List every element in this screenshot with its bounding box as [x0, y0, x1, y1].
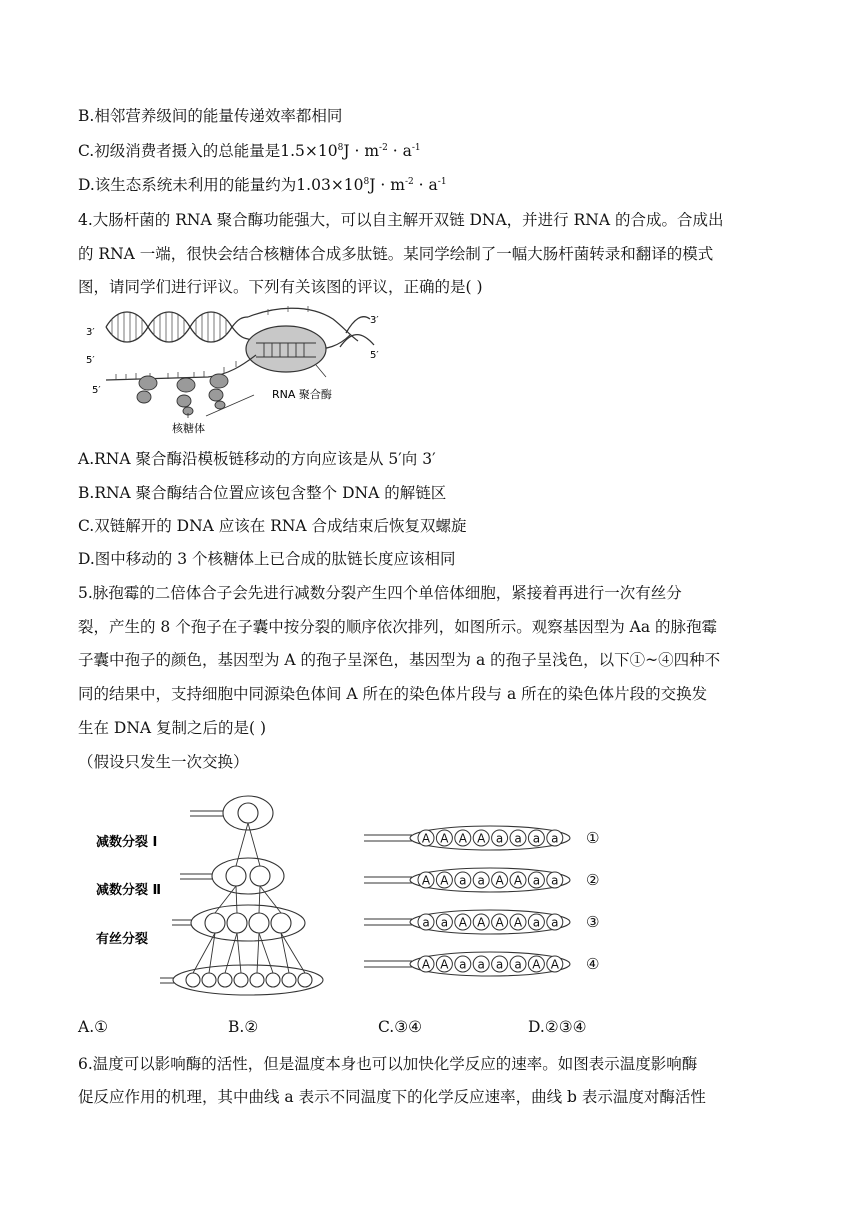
spore-label: A	[532, 957, 541, 972]
transcription-translation-figure	[78, 305, 398, 435]
q5-stem-line-1: 5.脉孢霉的二倍体合子会先进行减数分裂产生四个单倍体细胞，紧接着再进行一次有丝分	[78, 584, 682, 602]
spore-label: a	[495, 957, 504, 972]
spore-label: A	[477, 915, 486, 930]
spore-label: A	[421, 957, 431, 972]
ascus-number: ①	[586, 829, 600, 847]
spore-label: A	[440, 831, 449, 846]
ascus	[364, 826, 599, 850]
label-5prime-mrna: 5′	[92, 385, 101, 396]
spore-label: a	[514, 831, 522, 846]
spore-label: a	[477, 957, 485, 972]
rna-polymerase-label: RNA 聚合酶	[272, 388, 332, 401]
q3-option-b: B.相邻营养级间的能量传递效率都相同	[78, 107, 343, 125]
dna-strand-b	[106, 312, 248, 342]
ribosome-icon	[137, 374, 228, 415]
spore-label: a	[532, 915, 541, 930]
spore-label: A	[458, 831, 467, 846]
spore-label: a	[551, 915, 559, 930]
spore-label: a	[440, 915, 449, 930]
q5-option-b: B.②	[228, 1018, 259, 1036]
q5-stem-line-5: 生在 DNA 复制之后的是( )	[78, 719, 267, 737]
label-5prime: 5′	[86, 355, 95, 366]
q4-stem-line-1: 4.大肠杆菌的 RNA 聚合酶功能强大，可以自主解开双链 DNA，并进行 RNA 的合成。合成出	[78, 211, 724, 229]
spore-label: A	[421, 873, 431, 888]
asci-figure	[360, 812, 610, 982]
q6-stem-line-2: 促反应作用的机理，其中曲线 a 表示不同温度下的化学反应速率，曲线 b 表示温度对酶活性	[78, 1088, 706, 1106]
ascus-number: ④	[586, 955, 600, 973]
dna-right-strand-a	[346, 317, 370, 333]
q5-note: （假设只发生一次交换）	[78, 753, 249, 771]
q5-option-c: C.③④	[378, 1018, 423, 1036]
spore-label: A	[477, 831, 486, 846]
spore-label: a	[532, 873, 541, 888]
mrna-strand	[106, 355, 256, 380]
q5-stem-line-4: 同的结果中，支持细胞中同源染色体间 A 所在的染色体片段与 a 所在的染色体片段的交换发	[78, 685, 708, 703]
ascus-number: ②	[586, 871, 600, 889]
label-3prime: 3′	[86, 327, 95, 338]
meiosis-figure	[90, 790, 340, 1000]
spore-label: A	[495, 915, 504, 930]
ribosome-label: 核糖体	[172, 422, 205, 435]
stage-mitosis-label: 有丝分裂	[96, 932, 149, 947]
q3-option-c: C.初级消费者摄入的总能量是$1.5\times 10^8J \cdot m^{-2} \cdot a^{-1}$	[78, 142, 421, 160]
q5-option-a: A.①	[78, 1018, 109, 1036]
spore-label: a	[477, 873, 485, 888]
q4-option-c: C.双链解开的 DNA 应该在 RNA 合成结束后恢复双螺旋	[78, 517, 467, 535]
rna-polymerase-shape	[246, 326, 326, 372]
spore-label: a	[422, 915, 430, 930]
spore-label: a	[514, 957, 522, 972]
ascus-number: ③	[586, 913, 600, 931]
spore-label: A	[513, 915, 523, 930]
stage-meiosis-2-label: 减数分裂 Ⅱ	[96, 883, 162, 898]
spore-label: a	[459, 873, 467, 888]
q3-option-d: D.该生态系统未利用的能量约为$1.03\times 10^8J \cdot m^{-2} \cdot a^{-1}$	[78, 176, 447, 194]
spore-label: A	[440, 957, 449, 972]
q5-option-d: D.②③④	[528, 1018, 587, 1036]
spore-label: A	[495, 873, 504, 888]
q4-option-d: D.图中移动的 3 个核糖体上已合成的肽链长度应该相同	[78, 550, 456, 568]
spore-label: a	[532, 831, 541, 846]
q5-stem-line-2: 裂，产生的 8 个孢子在子囊中按分裂的顺序依次排列，如图所示。观察基因型为 Aa 的脉孢霉	[78, 618, 718, 636]
spore-label: a	[495, 831, 504, 846]
ascus	[364, 910, 599, 934]
label-5prime-right: 5′	[370, 350, 379, 361]
q5-stem-line-3: 子囊中孢子的颜色，基因型为 A 的孢子呈深色，基因型为 a 的孢子呈浅色，以下①~④四种不	[78, 651, 721, 669]
q4-stem-line-3: 图，请同学们进行评议。下列有关该图的评议，正确的是( )	[78, 278, 483, 296]
spore-label: A	[513, 873, 523, 888]
spore-label: A	[550, 957, 559, 972]
spore-label: a	[551, 831, 559, 846]
spore-label: a	[459, 957, 467, 972]
dna-strand-a	[106, 312, 248, 342]
q4-option-b: B.RNA 聚合酶结合位置应该包含整个 DNA 的解链区	[78, 484, 447, 502]
q4-stem-line-2: 的 RNA 一端，很快会结合核糖体合成多肽链。某同学绘制了一幅大肠杆菌转录和翻译的模式	[78, 245, 714, 263]
q4-option-a: A.RNA 聚合酶沿模板链移动的方向应该是从 5′向 3′	[78, 450, 436, 468]
spore-label: A	[440, 873, 449, 888]
stage-meiosis-1-label: 减数分裂 Ⅰ	[96, 835, 158, 850]
ascus	[364, 868, 599, 892]
spore-label: a	[551, 873, 559, 888]
q6-stem-line-1: 6.温度可以影响酶的活性，但是温度本身也可以加快化学反应的速率。如图表示温度影响酶	[78, 1055, 698, 1073]
spore-label: A	[458, 915, 467, 930]
spore-label: A	[421, 831, 431, 846]
label-3prime-right: 3′	[370, 315, 379, 326]
ascus	[364, 952, 599, 976]
